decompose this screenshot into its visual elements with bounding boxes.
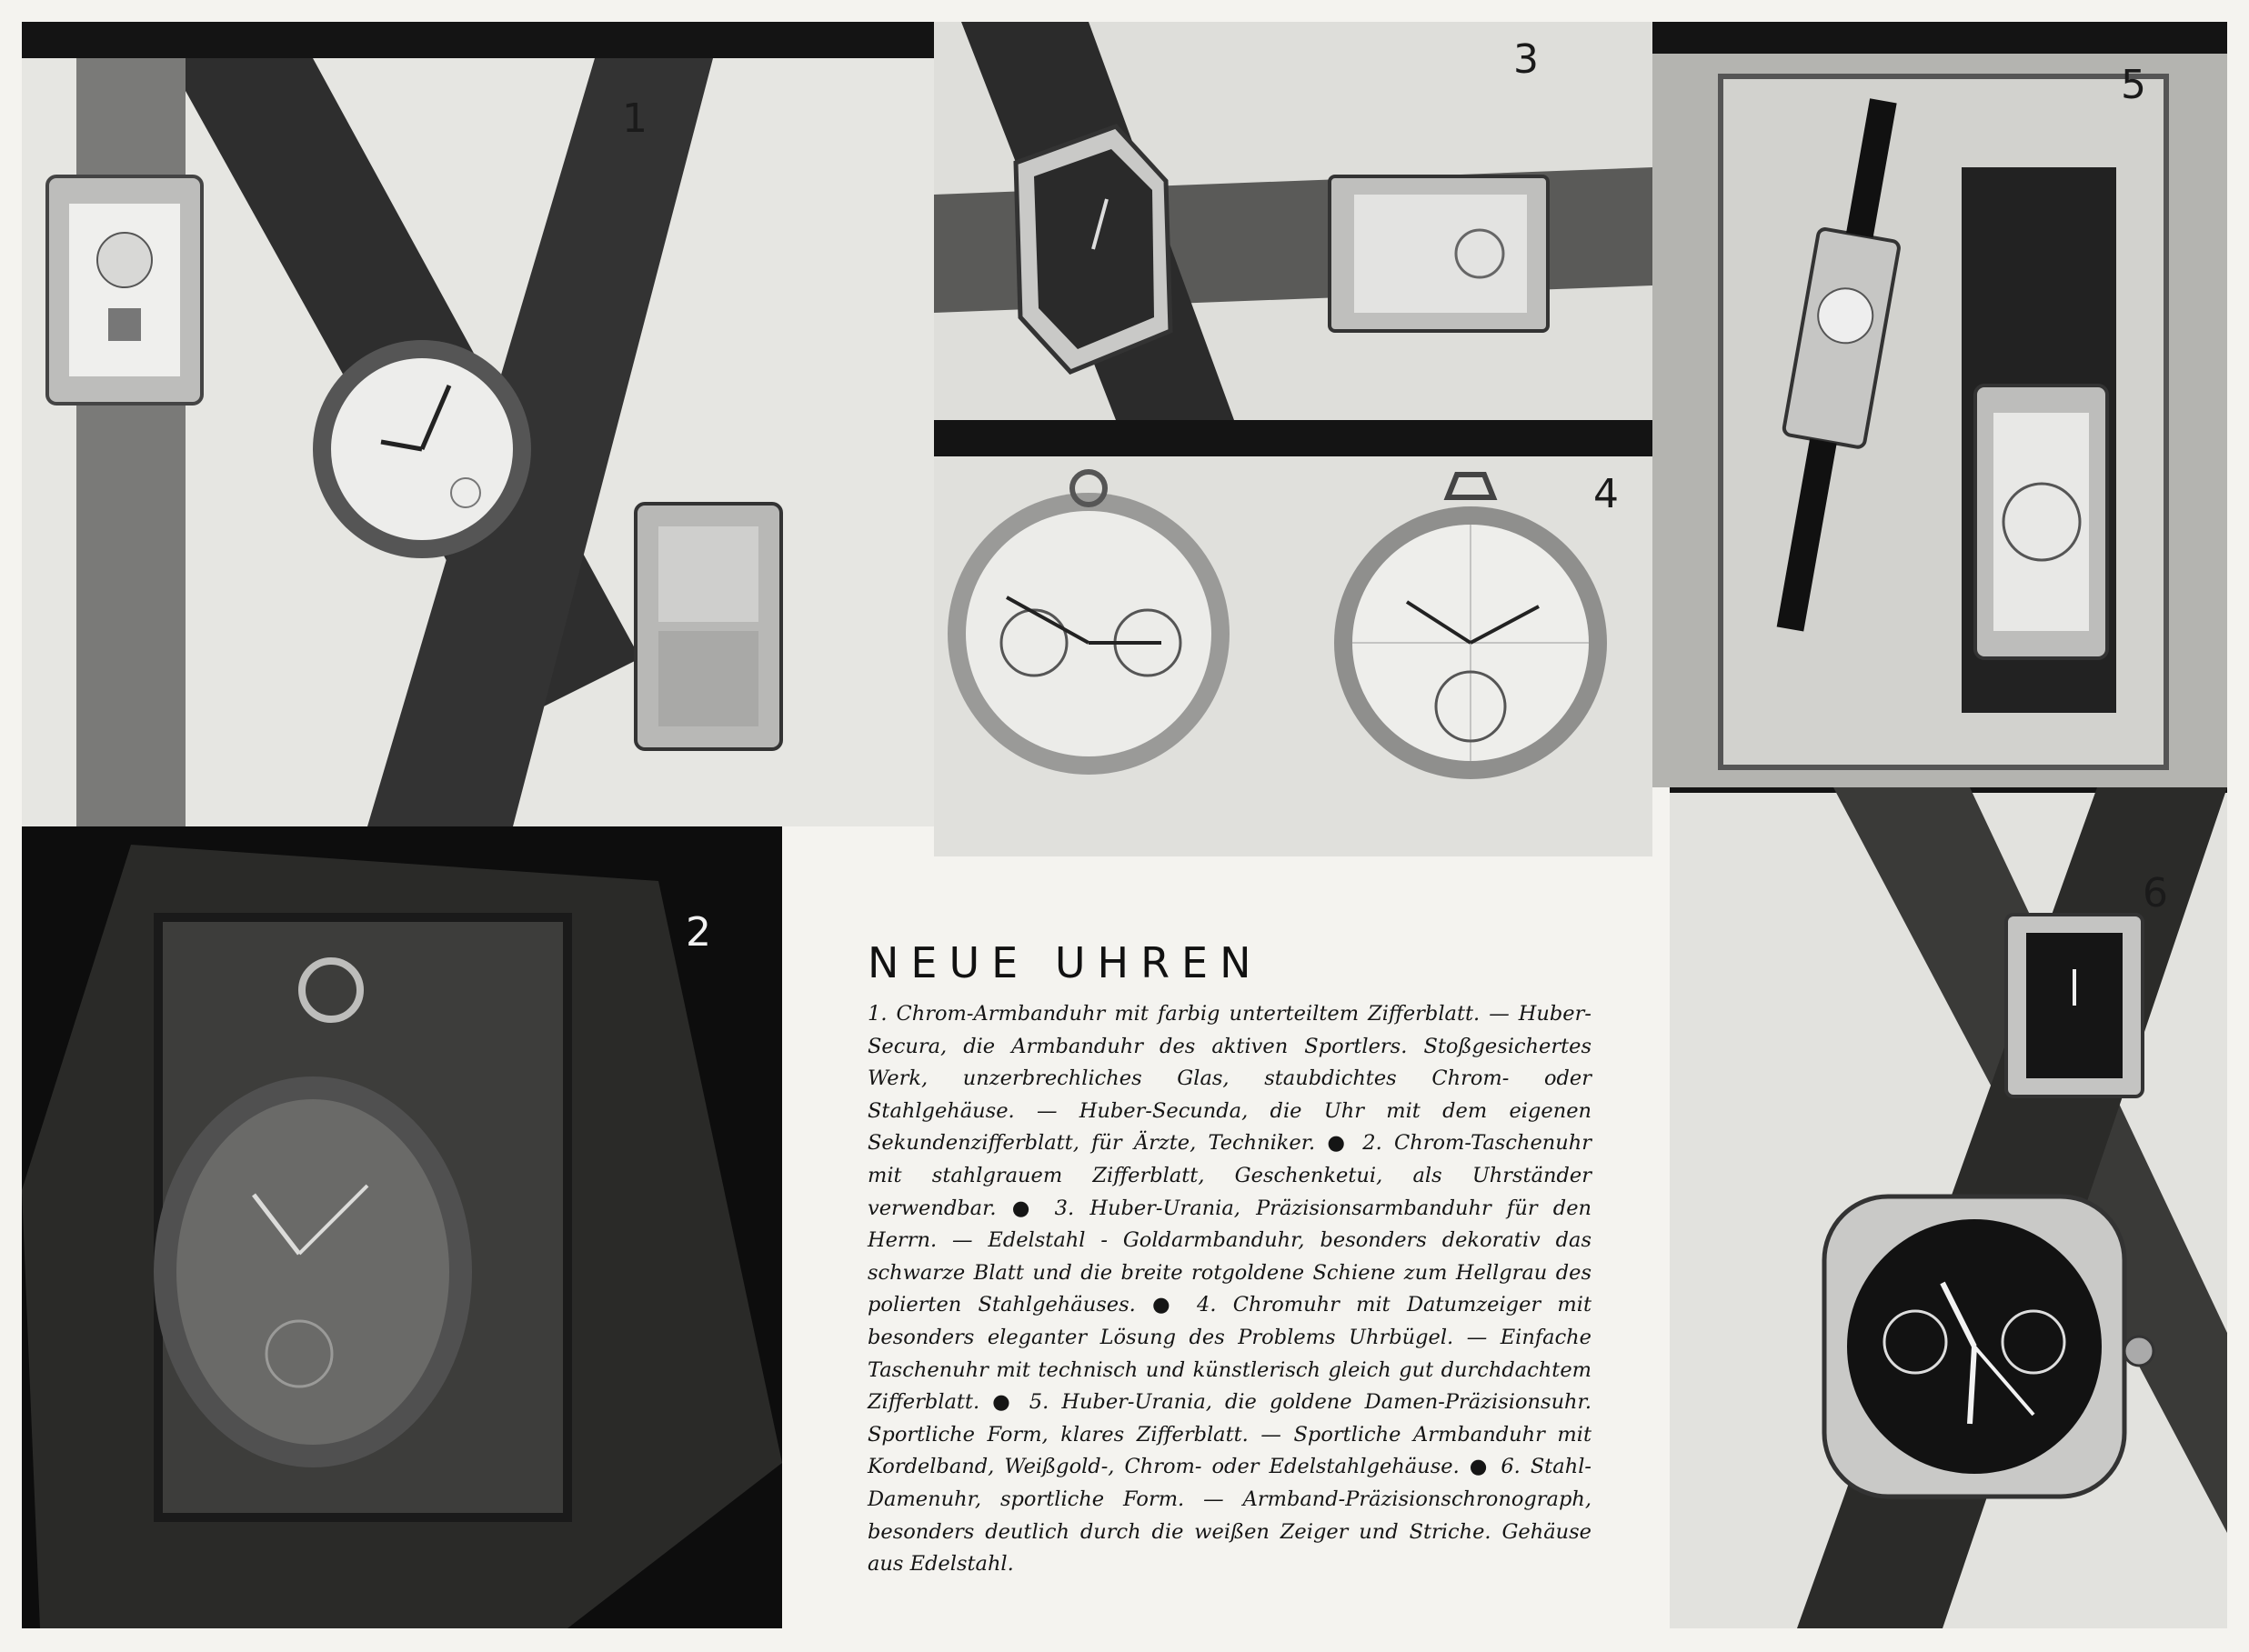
photo-2-image <box>22 826 782 1628</box>
caption-paragraph: 1. Chrom-Armbanduhr mit farbig unterteiltem Zifferblatt. — Huber-Secura, die Armbanduhr des aktiven Sportlers. Stoßgesichertes Werk, unzerbrechliches Glas, staubdichtes Chrom- oder Stahlgehäuse. — Huber-Secunda, die Uhr mit dem eigenen Sekundenzifferblatt, für Ärzte, Techniker. ● 2. Chrom-Taschenuhr mit stahlgrauem Zifferblatt, Geschenketui, als Uhrständer verwendbar. ● 3. Huber-Urania, Präzisionsarmbanduhr für den Herrn. — Edelstahl - Goldarmbanduhr, besonders dekorativ das schwarze Blatt und die breite rotgoldene Schiene zum Hellgrau des polierten Stahlgehäuses. ● 4. Chromuhr mit Datumzeiger mit besonders eleganter Lösung des Problems Uhrbügel. — Einfache Taschenuhr mit technisch und künstlerisch gleich gut durchdachtem Zifferblatt. ● 5. Huber-Urania, die goldene Damen-Präzisionsuhr. Sportliche Form, klares Zifferblatt. — Sportliche Armbanduhr mit Kordelband, Weißgold-, Chrom- oder Edelstahlgehäuse. ● 6. Stahl-Damenuhr, sportliche Form. — Armband-Präzisionschronograph, besonders deutlich durch die weißen Zeiger und Striche. Gehäuse aus Edelstahl. <box>868 1002 1591 1577</box>
photo-4-image <box>934 420 1652 856</box>
photo-4 <box>934 420 1652 856</box>
photo-1-number: 1 <box>622 95 648 142</box>
photo-5-image <box>1652 22 2227 787</box>
headline: NEUE UHREN <box>868 938 1263 987</box>
photo-1 <box>22 22 935 826</box>
photo-6 <box>1670 787 2227 1628</box>
photo-5 <box>1652 22 2227 787</box>
photo-3-image <box>934 22 1652 420</box>
photo-3-number: 3 <box>1513 36 1539 83</box>
text-block <box>782 891 1670 1627</box>
photo-1-image <box>22 22 935 826</box>
photo-2-number: 2 <box>686 909 711 956</box>
photo-5-number: 5 <box>2121 62 2146 108</box>
caption-text <box>868 998 1591 1581</box>
photo-4-number: 4 <box>1593 471 1619 517</box>
photo-3 <box>934 22 1652 420</box>
photo-2 <box>22 826 782 1628</box>
photo-6-number: 6 <box>2143 870 2168 916</box>
